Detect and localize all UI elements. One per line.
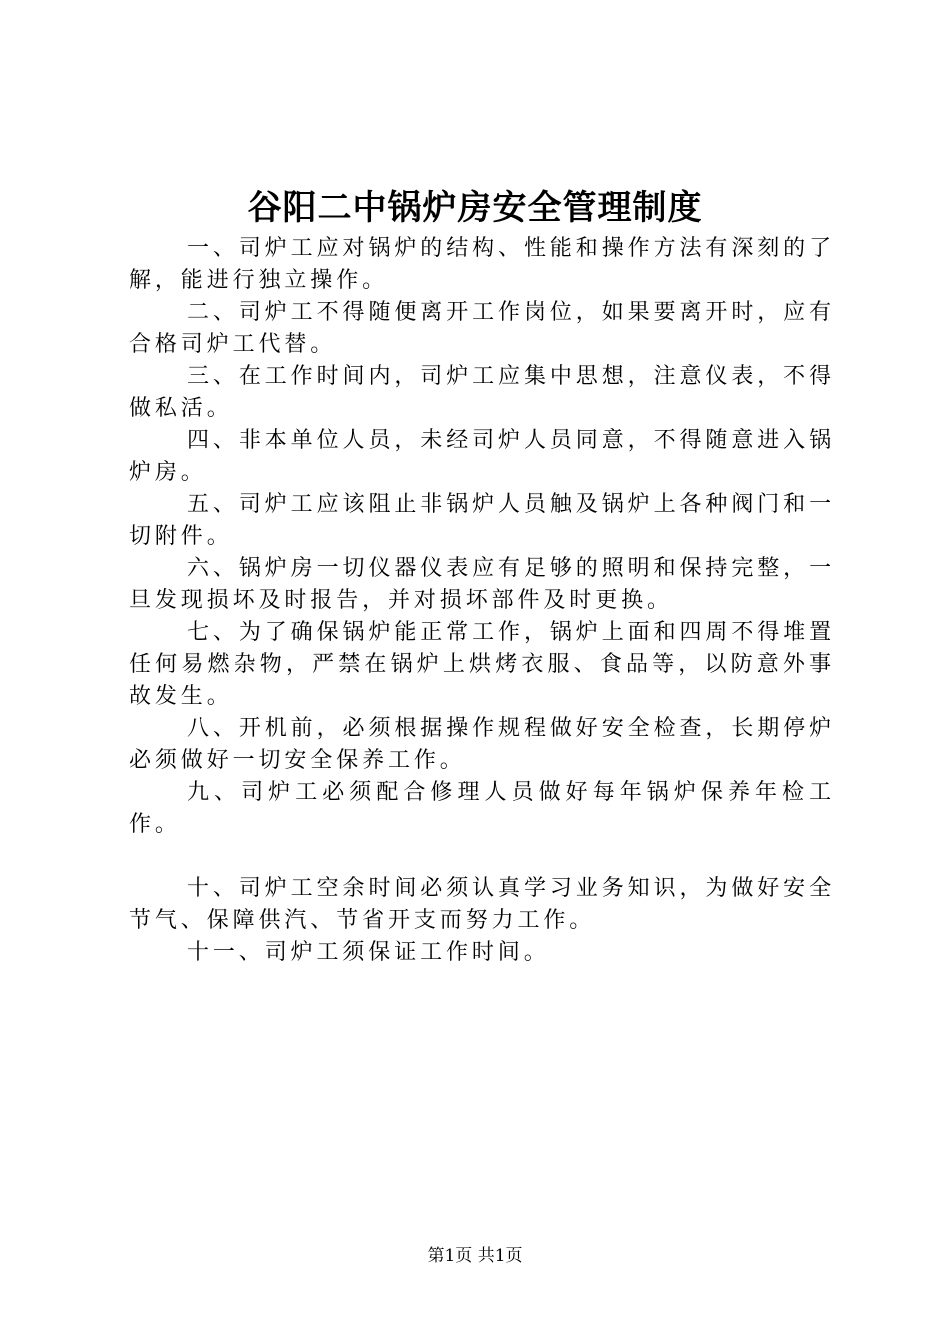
rule-paragraph-11: 十一、司炉工须保证工作时间。 xyxy=(187,940,550,965)
page-number-footer: 第1页 共1页 xyxy=(427,1246,523,1266)
rule-paragraph-6: 六、锅炉房一切仪器仪表应有足够的照明和保持完整，一旦发现损坏及时报告，并对损坏部件及时更换。 xyxy=(129,556,835,613)
rule-paragraph-1: 一、司炉工应对锅炉的结构、性能和操作方法有深刻的了解，能进行独立操作。 xyxy=(129,236,835,293)
rule-paragraph-4: 四、非本单位人员，未经司炉人员同意，不得随意进入锅炉房。 xyxy=(129,428,835,485)
rule-paragraph-10: 十、司炉工空余时间必须认真学习业务知识，为做好安全节气、保障供汽、节省开支而努力工作。 xyxy=(129,876,835,933)
document-title: 谷阳二中锅炉房安全管理制度 xyxy=(247,188,703,228)
rule-paragraph-2: 二、司炉工不得随便离开工作岗位，如果要离开时，应有合格司炉工代替。 xyxy=(129,300,835,357)
rule-paragraph-7: 七、为了确保锅炉能正常工作，锅炉上面和四周不得堆置任何易燃杂物，严禁在锅炉上烘烤衣服、食品等，以防意外事故发生。 xyxy=(129,620,835,709)
document-body xyxy=(129,233,835,969)
rule-paragraph-8: 八、开机前，必须根据操作规程做好安全检查，长期停炉必须做好一切安全保养工作。 xyxy=(129,716,835,773)
rule-paragraph-3: 三、在工作时间内，司炉工应集中思想，注意仪表，不得做私活。 xyxy=(129,364,835,421)
rule-paragraph-9: 九、司炉工必须配合修理人员做好每年锅炉保养年检工作。 xyxy=(129,780,835,837)
rule-paragraph-5: 五、司炉工应该阻止非锅炉人员触及锅炉上各种阀门和一切附件。 xyxy=(129,492,835,549)
